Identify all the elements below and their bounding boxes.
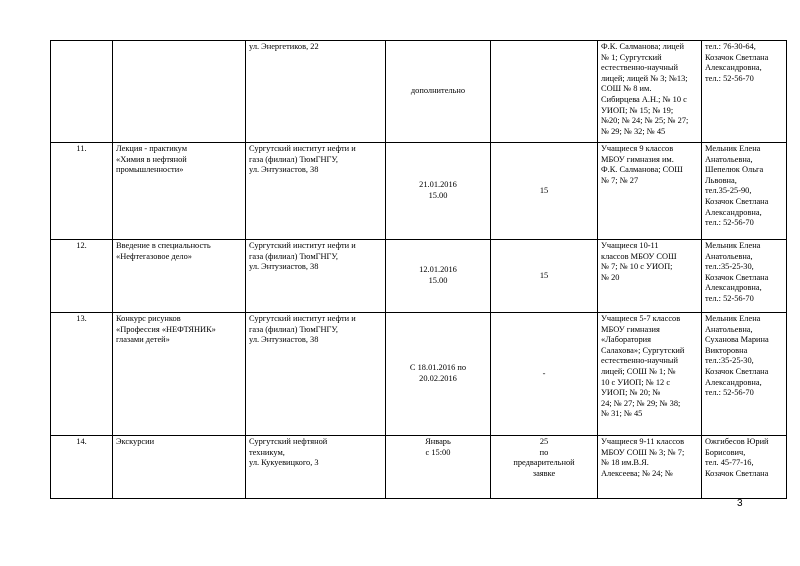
- participant-count: 15: [491, 143, 598, 240]
- event-place: Сургутский институт нефти и газа (филиал) ТюмГНГУ, ул. Энтузиастов, 38: [246, 313, 386, 436]
- contacts: Мельник Елена Анатольевна, Суханова Марина Викторовна тел.:35-25-30, Козачок Светлана Александровна, тел.: 52-56-70: [702, 313, 787, 436]
- row-number: 11.: [51, 143, 113, 240]
- participants: Ф.К. Салманова; лицей № 1; Сургутский естественно-научный лицей; лицей № 3; №13; СОШ № 8 им. Сибирцева А.Н.; № 10 с УИОП; № 15; № 19; №20; № 24; № 25; № 27; № 29; № 32; № 45: [598, 41, 702, 143]
- table-row: [51, 240, 787, 313]
- table-row: [51, 143, 787, 240]
- table-row: [51, 313, 787, 436]
- event-name: Лекция - практикум «Химия в нефтяной промышленности»: [113, 143, 246, 240]
- events-table: [50, 40, 787, 499]
- contacts: Мельник Елена Анатольевна, тел.:35-25-30, Козачок Светлана Александровна, тел.: 52-56-70: [702, 240, 787, 313]
- participant-count: 15: [491, 240, 598, 313]
- event-place: Сургутский нефтяной техникум, ул. Кукуевицкого, 3: [246, 436, 386, 499]
- event-name: Конкурс рисунков «Профессия «НЕФТЯНИК» глазами детей»: [113, 313, 246, 436]
- participant-count: 25 по предварительной заявке: [491, 436, 598, 499]
- participant-count: -: [491, 313, 598, 436]
- row-number: 14.: [51, 436, 113, 499]
- row-number: [51, 41, 113, 143]
- page-number: 3: [737, 498, 743, 509]
- event-name: Экскурсии: [113, 436, 246, 499]
- event-name: Введение в специальность «Нефтегазовое дело»: [113, 240, 246, 313]
- participant-count: [491, 41, 598, 143]
- participants: Учащиеся 9-11 классов МБОУ СОШ № 3; № 7; № 18 им.В.Я. Алексеева; № 24; №: [598, 436, 702, 499]
- contacts: тел.: 76-30-64, Козачок Светлана Александровна, тел.: 52-56-70: [702, 41, 787, 143]
- event-date: дополнительно: [386, 41, 491, 143]
- event-date: 12.01.2016 15.00: [386, 240, 491, 313]
- row-number: 12.: [51, 240, 113, 313]
- event-date: С 18.01.2016 по 20.02.2016: [386, 313, 491, 436]
- event-place: Сургутский институт нефти и газа (филиал) ТюмГНГУ, ул. Энтузиастов, 38: [246, 143, 386, 240]
- event-place: Сургутский институт нефти и газа (филиал) ТюмГНГУ, ул. Энтузиастов, 38: [246, 240, 386, 313]
- event-date: Январь с 15:00: [386, 436, 491, 499]
- event-place: ул. Энергетиков, 22: [246, 41, 386, 143]
- contacts: Мельник Елена Анатольевна, Шепелюк Ольга Львовна, тел.35-25-90, Козачок Светлана Александровна, тел.: 52-56-70: [702, 143, 787, 240]
- participants: Учащиеся 9 классов МБОУ гимназия им. Ф.К. Салманова; СОШ № 7; № 27: [598, 143, 702, 240]
- participants: Учащиеся 5-7 классов МБОУ гимназия «Лаборатория Салахова»; Сургутский естественно-научный лицей; СОШ № 1; № 10 с УИОП; № 12 с УИОП; № 20; № 24; № 27; № 29; № 38; № 31; № 45: [598, 313, 702, 436]
- participants: Учащиеся 10-11 классов МБОУ СОШ № 7; № 10 с УИОП; № 20: [598, 240, 702, 313]
- table-row: [51, 436, 787, 499]
- contacts: Ожгибесов Юрий Борисович, тел. 45-77-16, Козачок Светлана: [702, 436, 787, 499]
- row-number: 13.: [51, 313, 113, 436]
- event-date: 21.01.2016 15.00: [386, 143, 491, 240]
- event-name: [113, 41, 246, 143]
- table-row: [51, 41, 787, 143]
